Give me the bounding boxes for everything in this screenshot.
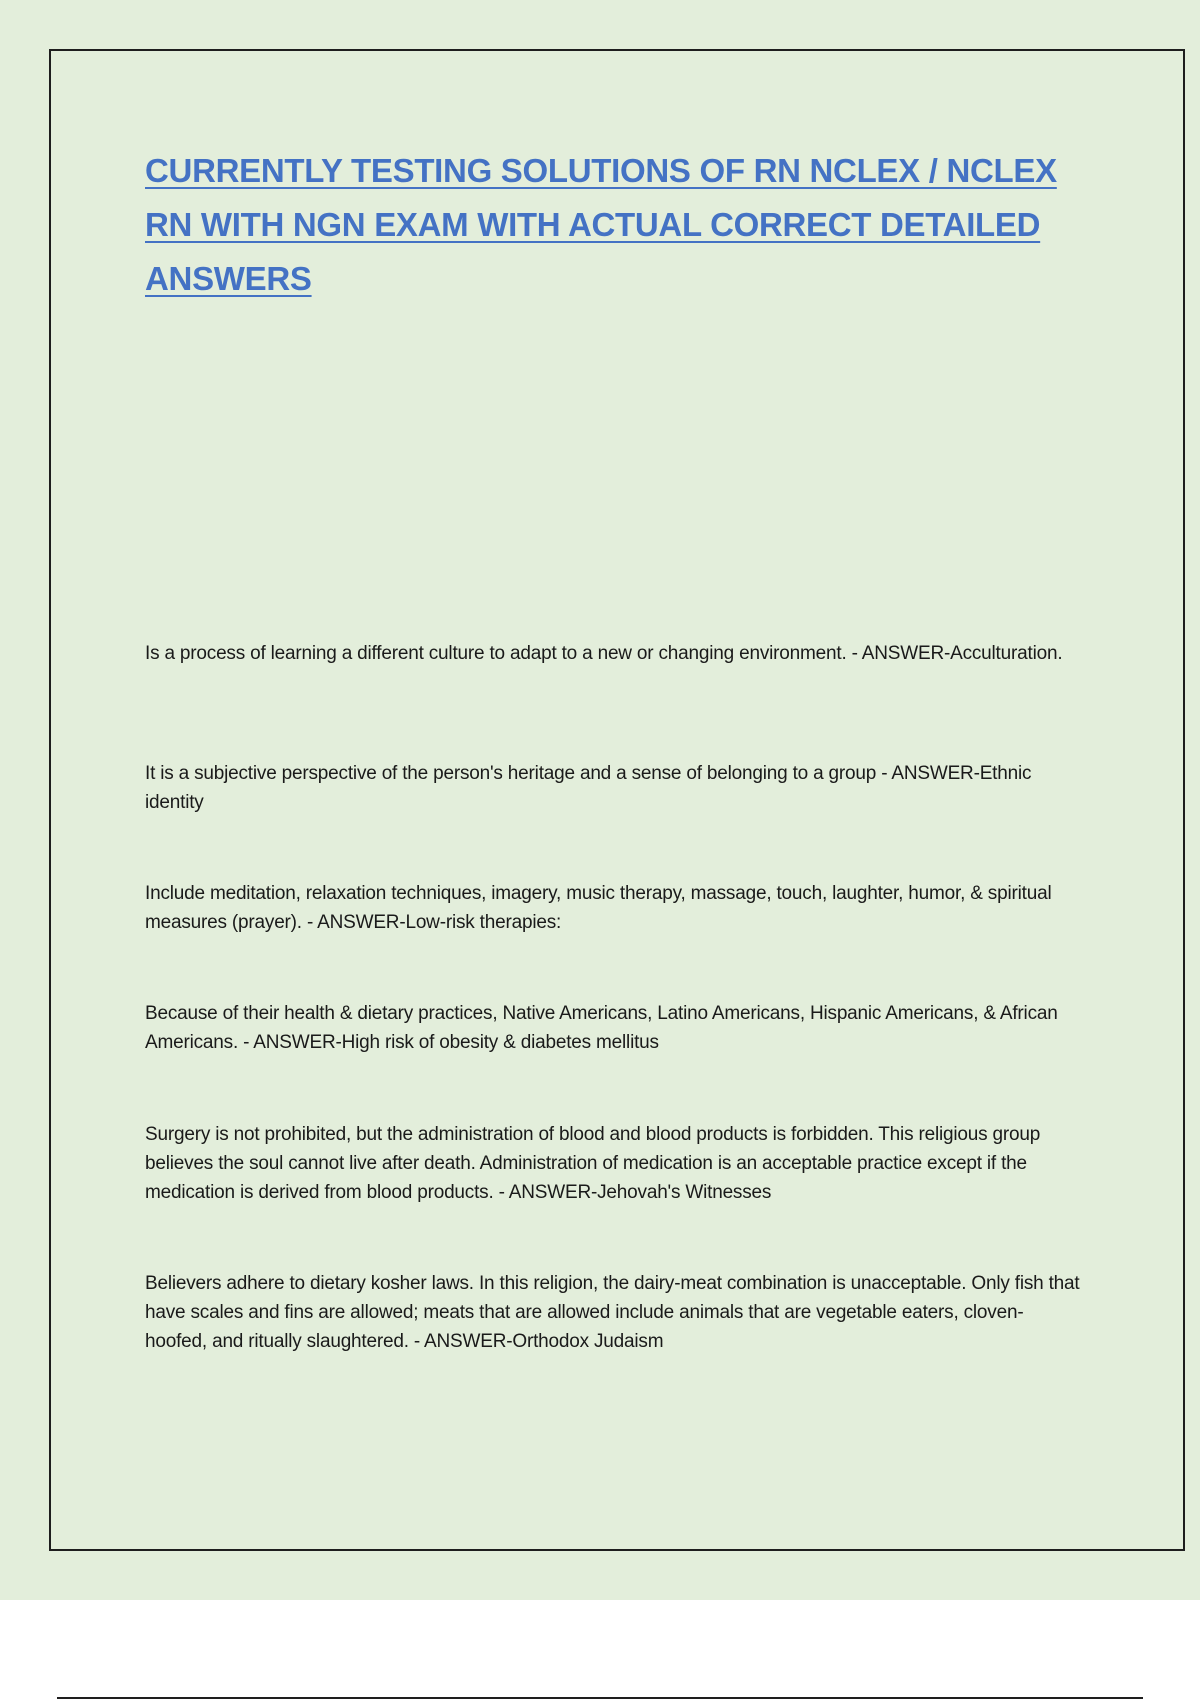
answer-separator: - ANSWER- <box>301 912 406 933</box>
question-text: Surgery is not prohibited, but the administration of blood and blood products is forbidden. This religious group believes the soul cannot live after death. Administration of medication is an acceptable practice except if the medication is derived from blood products. <box>145 1124 1041 1203</box>
answer-separator: - ANSWER- <box>493 1182 598 1203</box>
answer-separator: - ANSWER- <box>876 763 980 784</box>
document-title: CURRENTLY TESTING SOLUTIONS OF RN NCLEX / NCLEX RN WITH NGN EXAM WITH ACTUAL CORRECT DETAILED ANSWERS <box>145 152 1057 297</box>
answer-text: Orthodox Judaism <box>512 1331 664 1352</box>
question-text: Is a process of learning a different culture to adapt to a new or changing environment. <box>145 643 847 664</box>
answer-text: Ethnic identity <box>145 763 1032 813</box>
qa-item <box>145 759 1085 817</box>
question-text: Because of their health & dietary practices, Native Americans, Latino Americans, Hispanic Americans, & African Americans. <box>145 1003 1058 1053</box>
answer-separator: - ANSWER- <box>846 643 951 664</box>
answer-text: High risk of obesity & diabetes mellitus <box>341 1032 659 1053</box>
question-text: Believers adhere to dietary kosher laws. In this religion, the dairy-meat combination is unacceptable. Only fish that have scales and fins are allowed; meats that are allowed include animals that are vegetable eaters, cloven-hoofed, and ritually slaughtered. <box>145 1273 1080 1352</box>
answer-separator: - ANSWER- <box>408 1331 513 1352</box>
qa-item <box>145 1120 1085 1207</box>
qa-item <box>145 879 1085 937</box>
next-page-border <box>57 1697 1143 1699</box>
answer-text: Jehovah's Witnesses <box>597 1182 772 1203</box>
question-text: It is a subjective perspective of the person's heritage and a sense of belonging to a group <box>145 763 877 784</box>
answer-separator: - ANSWER- <box>238 1032 342 1053</box>
answer-text: Low-risk therapies: <box>405 912 562 933</box>
qa-item <box>145 639 1085 668</box>
question-text: Include meditation, relaxation techniques, imagery, music therapy, massage, touch, laughter, humor, & spiritual measures (prayer). <box>145 883 1052 933</box>
qa-item <box>145 1269 1085 1356</box>
answer-text: Acculturation. <box>950 643 1063 664</box>
qa-item <box>145 999 1085 1057</box>
